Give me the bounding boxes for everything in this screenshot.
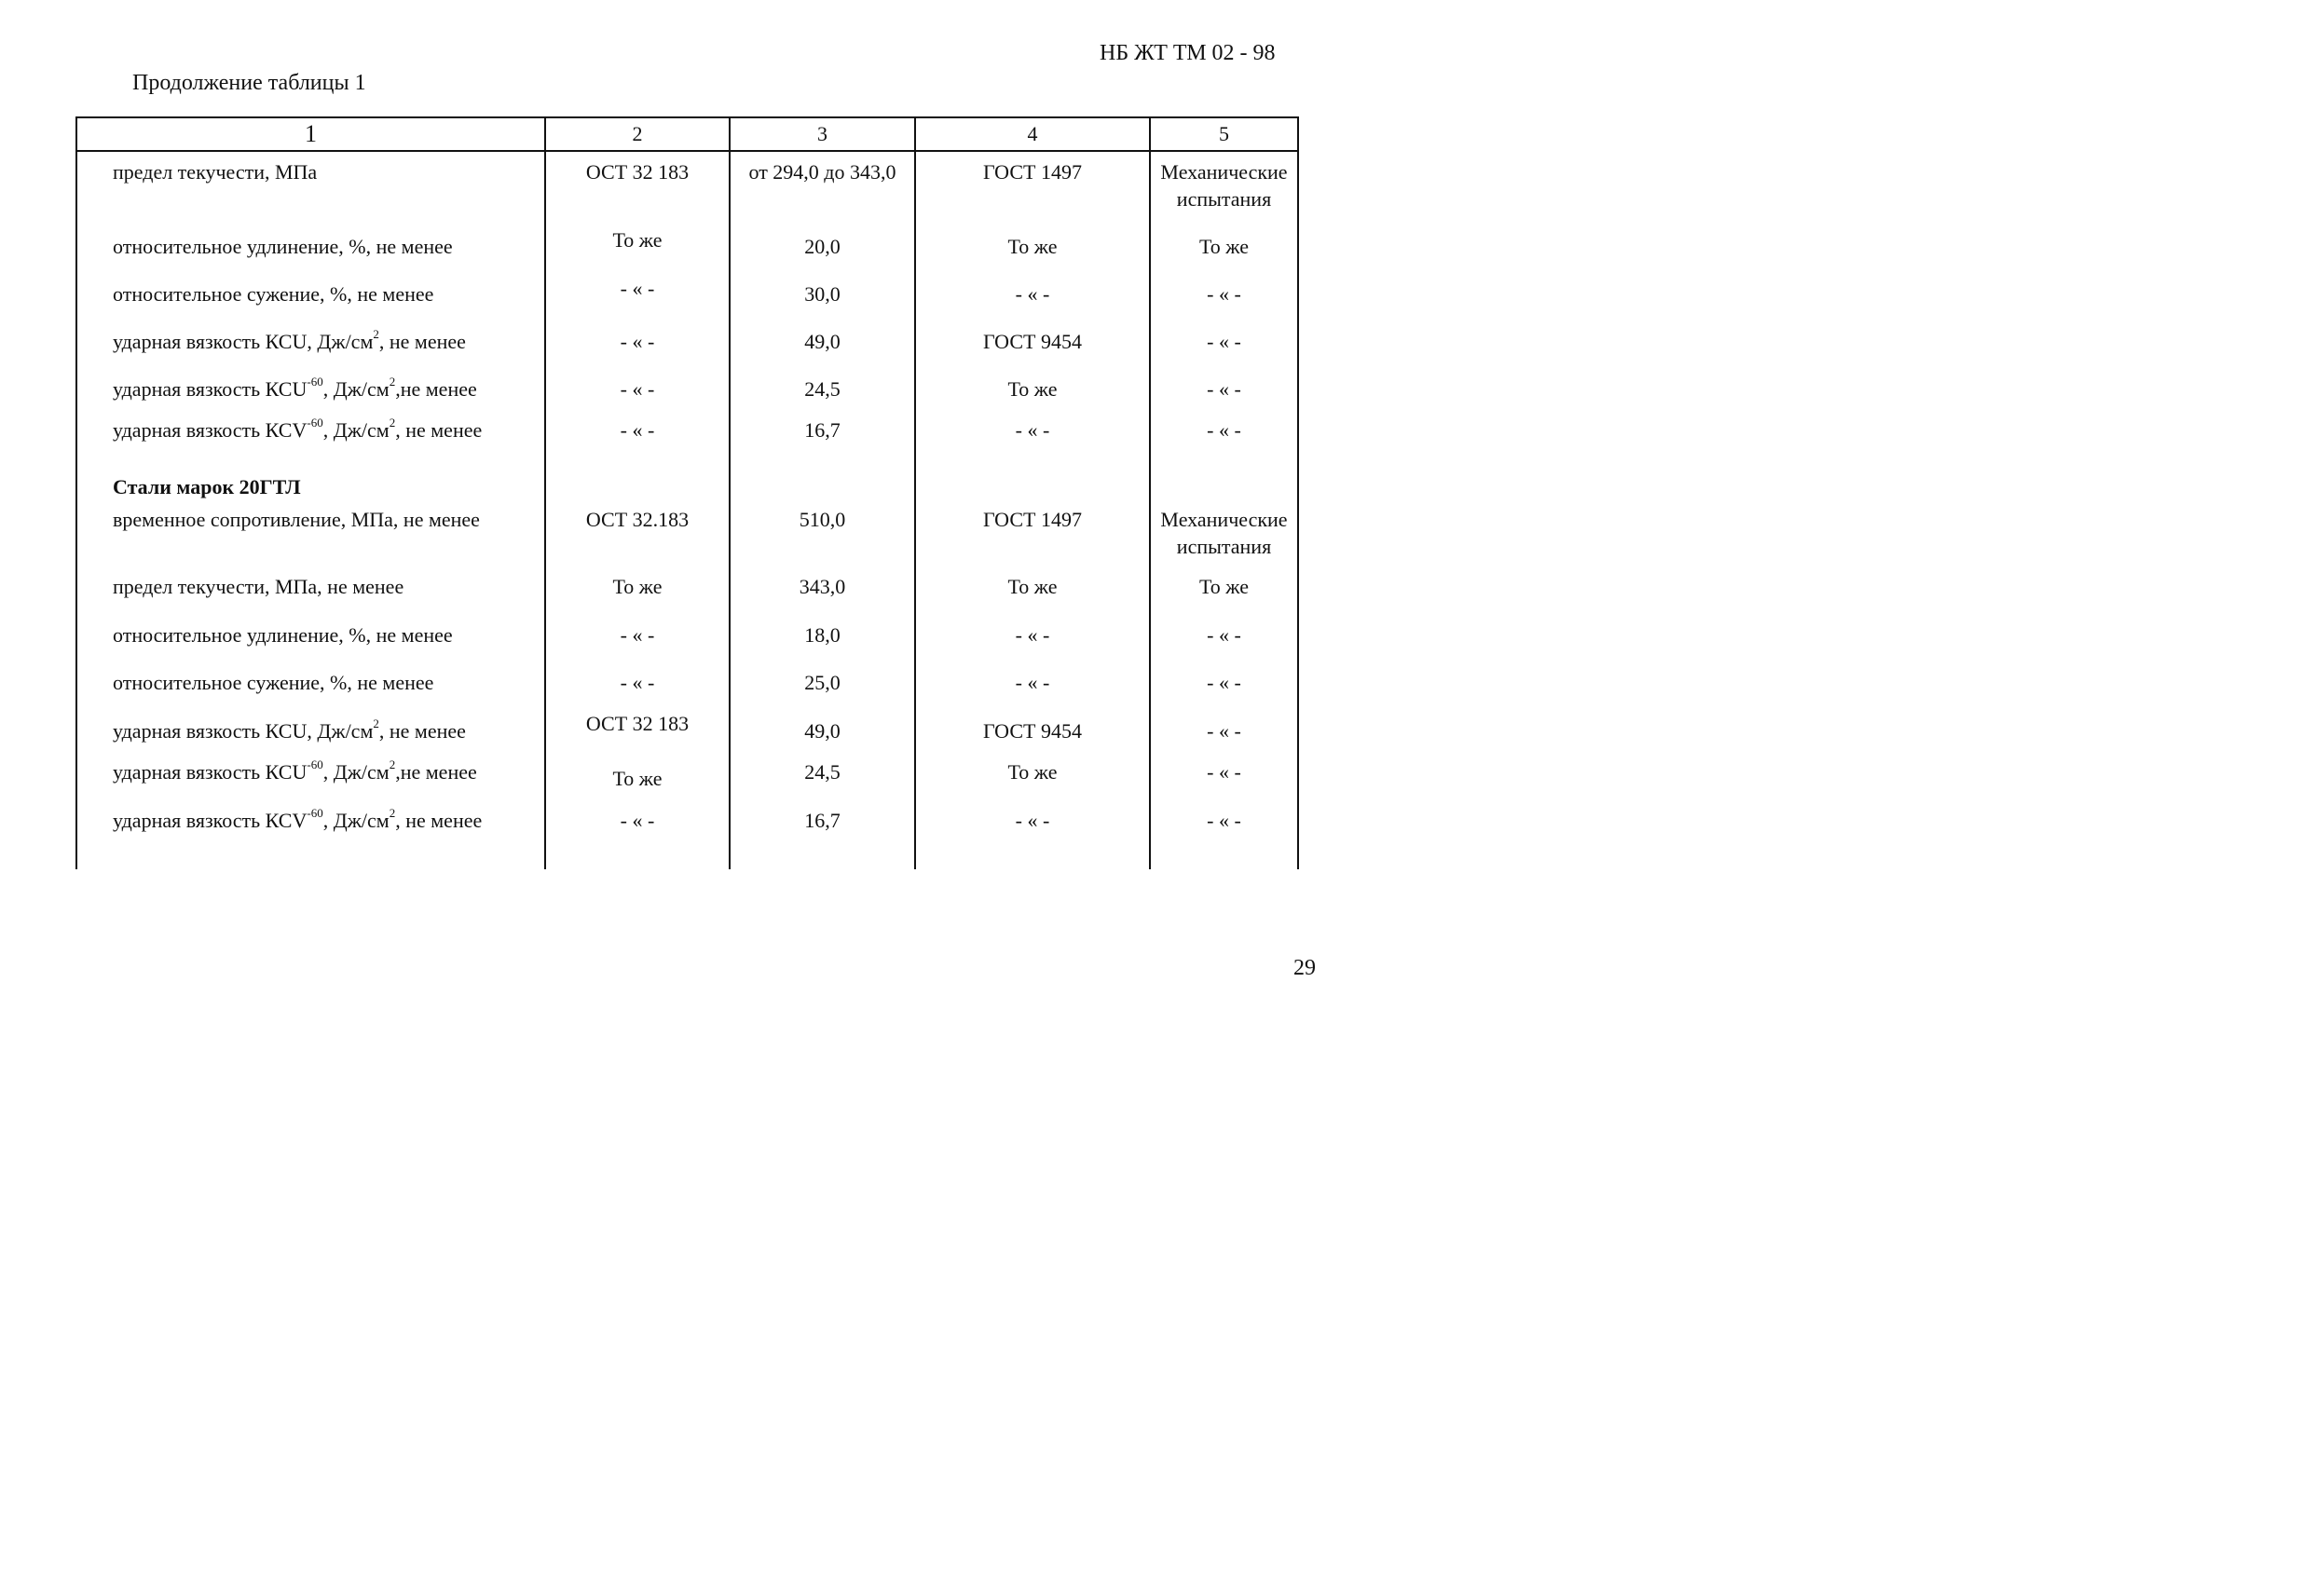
row-name: относительное сужение, %, не менее	[113, 671, 434, 694]
row-doc: ОСТ 32 183	[585, 160, 690, 184]
row-test: То же	[1199, 575, 1249, 598]
row-name-superscript: -60	[307, 415, 323, 430]
row-name-text: ,не менее	[395, 377, 477, 401]
column-header-3: 3	[817, 122, 827, 145]
row-value: 25,0	[804, 671, 841, 694]
row-method-doc: То же	[1007, 575, 1058, 598]
row-doc: ОСТ 32 183	[585, 712, 690, 735]
row-name: относительное удлинение, %, не менее	[113, 623, 453, 647]
row-name	[113, 807, 482, 834]
row-value: 18,0	[804, 623, 841, 647]
column-header-5: 5	[1219, 122, 1229, 145]
row-name-superscript: -60	[307, 374, 323, 389]
row-method-doc: - « -	[1015, 809, 1050, 832]
row-test: - « -	[1207, 418, 1241, 442]
row-method-doc: ГОСТ 1497	[983, 160, 1082, 184]
row-method-doc: - « -	[1015, 623, 1050, 647]
row-name-text: ударная вязкость КСU, Дж/см	[113, 330, 374, 353]
row-doc: ОСТ 32.183	[585, 508, 690, 531]
row-value: от 294,0 до 343,0	[748, 160, 896, 184]
row-name-superscript: 2	[389, 757, 396, 771]
column-header-2: 2	[632, 122, 643, 145]
row-value: 24,5	[804, 760, 841, 784]
column-header-1: 1	[305, 120, 317, 147]
row-doc: - « -	[620, 377, 655, 401]
column-header-4: 4	[1027, 122, 1038, 145]
row-doc: То же	[612, 767, 663, 790]
row-name	[113, 328, 466, 355]
section-title: Стали марок 20ГТЛ	[113, 475, 301, 498]
table-column-divider	[75, 116, 77, 869]
page-number: 29	[1293, 956, 1316, 980]
table-column-divider	[914, 116, 916, 869]
row-method-doc: То же	[1007, 760, 1058, 784]
row-name-text: ударная вязкость КСV	[113, 809, 308, 832]
row-doc: - « -	[620, 623, 655, 647]
document-code: НБ ЖТ ТМ 02 - 98	[1100, 41, 1276, 65]
row-name-superscript: 2	[389, 805, 396, 820]
row-test: - « -	[1207, 330, 1241, 353]
row-name	[113, 416, 482, 443]
row-name-text: , не менее	[378, 330, 466, 353]
row-method-doc: ГОСТ 9454	[983, 330, 1082, 353]
table-header-border	[75, 150, 1299, 152]
row-name	[113, 758, 477, 785]
table-caption: Продолжение таблицы 1	[132, 71, 366, 95]
row-test: - « -	[1207, 623, 1241, 647]
row-value: 20,0	[804, 235, 841, 258]
row-doc: То же	[612, 228, 663, 252]
table-top-border	[75, 116, 1299, 118]
row-name-superscript: -60	[307, 805, 323, 820]
row-value: 49,0	[804, 330, 841, 353]
table-column-divider	[1297, 116, 1299, 869]
row-test: - « -	[1207, 760, 1241, 784]
row-name-text: , не менее	[395, 809, 483, 832]
row-method-doc: То же	[1007, 377, 1058, 401]
row-doc: То же	[612, 575, 663, 598]
row-test: Механические испытания	[1160, 508, 1288, 558]
row-name-text: ударная вязкость КСV	[113, 418, 308, 442]
row-value: 24,5	[804, 377, 841, 401]
row-method-doc: ГОСТ 9454	[983, 719, 1082, 743]
row-test: - « -	[1207, 809, 1241, 832]
row-test: Механические испытания	[1160, 160, 1288, 211]
row-value: 49,0	[804, 719, 841, 743]
row-name	[113, 717, 466, 744]
row-value: 343,0	[799, 575, 846, 598]
table-column-divider	[729, 116, 731, 869]
row-name-text: , Дж/см	[322, 760, 390, 784]
row-method-doc: ГОСТ 1497	[983, 508, 1082, 531]
row-doc: - « -	[620, 418, 655, 442]
row-name-superscript: 2	[373, 716, 379, 730]
row-doc: - « -	[620, 277, 655, 300]
row-value: 16,7	[804, 418, 841, 442]
row-method-doc: - « -	[1015, 282, 1050, 306]
row-name-text: , Дж/см	[322, 809, 390, 832]
row-name-text: , Дж/см	[322, 377, 390, 401]
row-test: То же	[1199, 235, 1249, 258]
row-value: 510,0	[799, 508, 846, 531]
row-name: предел текучести, МПа	[113, 160, 318, 184]
row-name-superscript: 2	[389, 415, 396, 430]
row-name-text: , не менее	[378, 719, 466, 743]
row-test: - « -	[1207, 719, 1241, 743]
row-name-text: ударная вязкость КСU, Дж/см	[113, 719, 374, 743]
row-name-text: ударная вязкость КСU	[113, 760, 308, 784]
row-method-doc: - « -	[1015, 671, 1050, 694]
row-test: - « -	[1207, 377, 1241, 401]
row-method-doc: - « -	[1015, 418, 1050, 442]
row-doc: - « -	[620, 671, 655, 694]
row-method-doc: То же	[1007, 235, 1058, 258]
row-name: относительное сужение, %, не менее	[113, 282, 434, 306]
row-name: относительное удлинение, %, не менее	[113, 235, 453, 258]
row-name-superscript: 2	[373, 326, 379, 341]
row-test: - « -	[1207, 282, 1241, 306]
row-test: - « -	[1207, 671, 1241, 694]
table-column-divider	[1149, 116, 1151, 869]
row-name	[113, 375, 477, 402]
row-doc: - « -	[620, 809, 655, 832]
row-value: 30,0	[804, 282, 841, 306]
row-name-text: , не менее	[395, 418, 483, 442]
row-name-text: ,не менее	[395, 760, 477, 784]
row-doc: - « -	[620, 330, 655, 353]
row-name-superscript: 2	[389, 374, 396, 389]
row-name-text: ударная вязкость КСU	[113, 377, 308, 401]
row-name: предел текучести, МПа, не менее	[113, 575, 404, 598]
row-name: временное сопротивление, МПа, не менее	[113, 508, 480, 531]
row-name-superscript: -60	[307, 757, 323, 771]
row-name-text: , Дж/см	[322, 418, 390, 442]
row-value: 16,7	[804, 809, 841, 832]
